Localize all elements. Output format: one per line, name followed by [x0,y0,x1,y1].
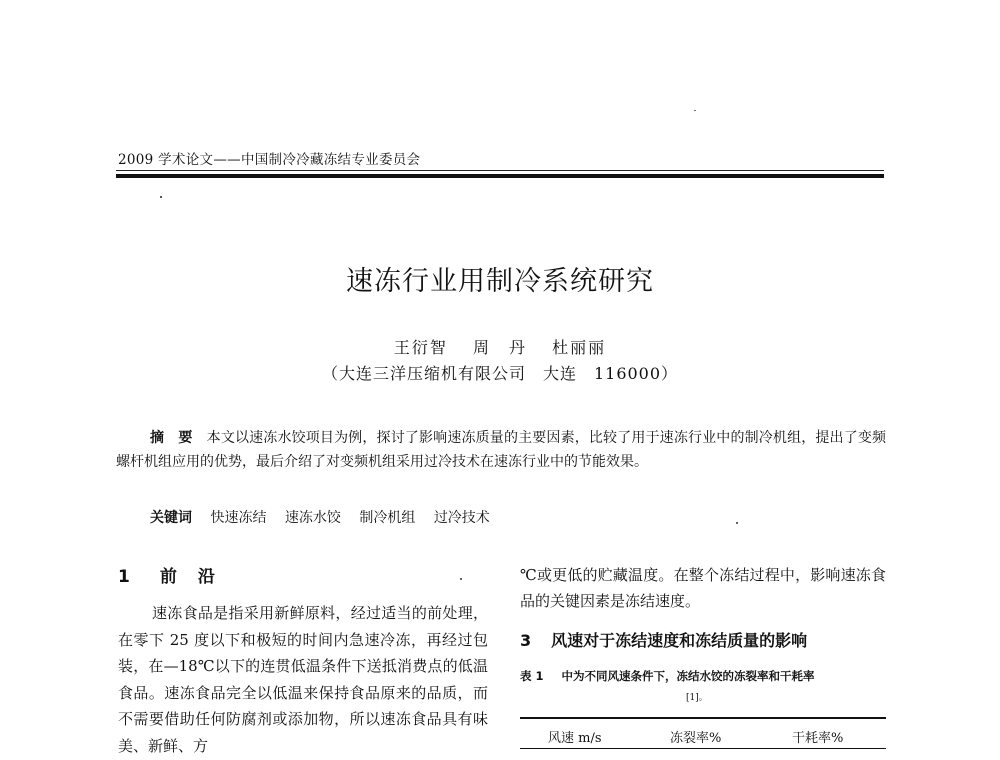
section-number: 1 [118,567,132,587]
section-heading [118,562,217,587]
abstract [116,426,886,474]
table-label: 表 1 [520,669,544,683]
table-top-rule [520,717,886,719]
author-name: 王衍智 [393,338,448,357]
keyword: 速冻水饺 [284,510,341,526]
abstract-label: 摘 要 [150,430,193,446]
table-citation: [1]。 [686,693,708,703]
scan-speck [460,578,462,580]
keyword: 制冷机组 [359,510,416,526]
scan-speck [694,110,696,111]
table-caption-text: 中为不同风速条件下，冻结水饺的冻裂率和干耗率 [561,669,815,683]
paper-title: 速冻行业用制冷系统研究 [346,266,654,297]
table-header-cell: 干耗率% [792,731,844,746]
keywords [150,507,490,527]
author-name: 杜丽丽 [552,338,607,357]
author-list [0,335,1000,358]
scan-speck [160,196,162,198]
section-number: 3 [520,631,532,650]
scan-speck [736,522,738,524]
header-rule-thin [116,170,884,171]
table-header-rule [520,748,886,749]
section-heading [520,628,807,651]
section1-body: 速冻食品是指采用新鲜原料，经过适当的前处理，在零下 25 度以下和极短的时间内急速冷冻，再经过包装，在—18℃以下的连贯低温条件下送抵消费点的低温食品。速冻食品完全以低温来保持食品原来的品质，而不需要借助任何防腐剂或添加物，所以速冻食品具有味美、新鲜、方 [118,604,488,755]
column2-body: ℃或更低的贮藏温度。在整个冻结过程中，影响速冻食品的关键因素是冻结速度。 [520,566,886,610]
author-name: 周 丹 [472,338,527,357]
keyword: 过冷技术 [433,510,490,526]
keywords-label: 关键词 [150,510,192,526]
abstract-text: 本文以速冻水饺项目为例，探讨了影响速冻质量的主要因素，比较了用于速冻行业中的制冷机组，提出了变频螺杆机组应用的优势，最后介绍了对变频机组采用过冷技术在速冻行业中的节能效果。 [116,430,887,470]
table-caption [520,668,886,684]
affiliation: （大连三洋压缩机有限公司 大连 116000） [321,364,679,383]
section-title: 风速对于冻结速度和冻结质量的影响 [551,631,808,650]
header-rule-thick [116,174,884,178]
section-title: 前 沿 [159,567,217,587]
table-header-cell: 冻裂率% [670,731,722,746]
running-header: 2009 学术论文——中国制冷冷藏冻结专业委员会 [118,152,421,168]
table-header-cell: 风速 m/s [548,731,602,746]
keyword: 快速冻结 [210,510,267,526]
